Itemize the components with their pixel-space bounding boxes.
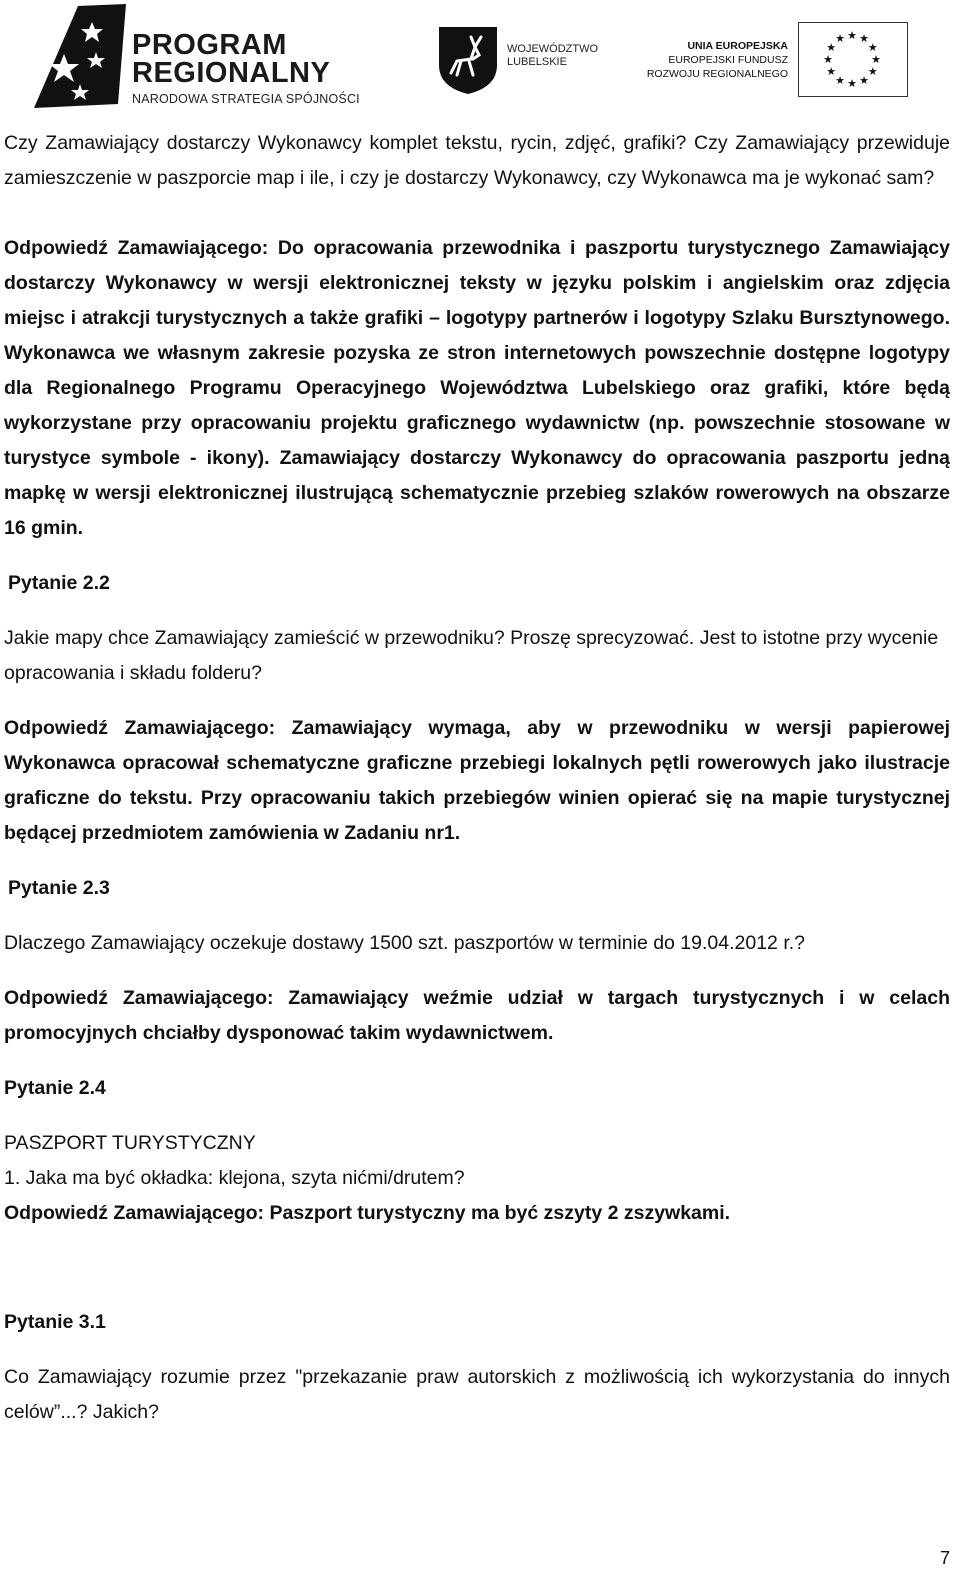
eu-star-icon: ★ xyxy=(835,74,845,87)
page-number: 7 xyxy=(939,1548,950,1568)
answer-paragraph: Odpowiedź Zamawiającego: Do opracowania przewodnika i paszportu turystycznego Zamawiający dostarczy Wykonawcy w wersji elektronicznej teksty w języku polskim i angielskim oraz zdjęcia miejsc i atrakcji turystycznych a także grafiki – logotypy partnerów i logotypy Szlaku Bursztynowego. Wykonawca we własnym zakresie pozyska ze stron internetowych powszechnie dostępne logotypy dla Regionalnego Programu Operacyjnego Województwa Lubelskiego oraz grafiki, które będą wykorzystane przy opracowaniu projektu graficznego wydawnictw (np. powszechnie stosowane w turystyce symbole - ikony). Zamawiający dostarczy Wykonawcy do opracowania paszportu jedną mapkę w wersji elektronicznej ilustrującą schematycznie przebieg szlaków rowerowych na obszarze 16 gmin. xyxy=(4,237,950,539)
answer-paragraph: Odpowiedź Zamawiającego: Zamawiający weźmie udział w targach turystycznych i w celach promocyjnych chciałby dysponować takim wydawnictwem. xyxy=(4,987,950,1044)
program-title-line1: PROGRAM xyxy=(132,29,287,61)
page-header xyxy=(0,0,960,115)
question-heading: Pytanie 2.3 xyxy=(8,877,110,899)
eu-star-icon: ★ xyxy=(859,74,869,87)
eu-star-icon: ★ xyxy=(871,54,881,66)
wojewodztwo-label: WOJEWÓDZTWO LUBELSKIE xyxy=(507,43,599,68)
program-subtitle: NARODOWA STRATEGIA SPÓJNOŚCI xyxy=(132,92,360,106)
eu-fund-label: EUROPEJSKI FUNDUSZ xyxy=(668,54,788,66)
deer-shield-icon xyxy=(437,25,499,95)
eu-star-icon: ★ xyxy=(823,54,833,66)
question-heading: Pytanie 2.4 xyxy=(4,1077,106,1099)
eu-flag-icon xyxy=(798,22,908,97)
question-paragraph: 1. Jaka ma być okładka: klejona, szyta nićmi/drutem? xyxy=(4,1167,465,1189)
program-regionalny-logo xyxy=(34,4,384,108)
eu-star-icon: ★ xyxy=(826,66,837,78)
eu-star-icon: ★ xyxy=(867,66,878,78)
eu-fund-text xyxy=(646,39,788,81)
eu-star-icon: ★ xyxy=(826,42,837,54)
eu-star-icon: ★ xyxy=(847,30,857,42)
eu-star-icon: ★ xyxy=(867,42,878,54)
eu-star-icon: ★ xyxy=(847,78,857,90)
section-heading: PASZPORT TURYSTYCZNY xyxy=(4,1132,256,1154)
eu-fund-label-2: ROZWOJU REGIONALNEGO xyxy=(646,68,788,80)
answer-paragraph: Odpowiedź Zamawiającego: Paszport turystyczny ma być zszyty 2 zszywkami. xyxy=(4,1202,731,1224)
eu-star-icon: ★ xyxy=(859,33,869,46)
eu-label: UNIA EUROPEJSKA xyxy=(687,40,788,52)
unia-europejska-logo xyxy=(646,22,916,100)
question-heading: Pytanie 2.2 xyxy=(8,572,110,594)
document-body xyxy=(4,126,950,1430)
question-heading: Pytanie 3.1 xyxy=(4,1311,106,1333)
stars-flag-icon xyxy=(34,4,134,108)
answer-paragraph: Odpowiedź Zamawiającego: Zamawiający wymaga, aby w przewodniku w wersji papierowej Wykonawca opracował schematyczne graficzne przebiegi lokalnych pętli rowerowych jako ilustracje graficzne do tekstu. Przy opracowaniu takich przebiegów winien opierać się na mapie turystycznej będącej przedmiotem zamówienia w Zadaniu nr1. xyxy=(4,717,950,844)
question-paragraph: Co Zamawiający rozumie przez "przekazanie praw autorskich z możliwością ich wykorzystania do innych celów”...? Jakich? xyxy=(4,1366,950,1423)
program-title-line2: REGIONALNY xyxy=(132,57,331,89)
question-paragraph: Dlaczego Zamawiający oczekuje dostawy 1500 szt. paszportów w terminie do 19.04.2012 r.? xyxy=(4,932,806,954)
question-paragraph: Czy Zamawiający dostarczy Wykonawcy komplet tekstu, rycin, zdjęć, grafiki? Czy Zamawiający przewiduje zamieszczenie w paszporcie map i ile, i czy je dostarczy Wykonawcy, czy Wykonawca ma je wykonać sam? xyxy=(4,132,950,189)
wojewodztwo-lubelskie-logo xyxy=(437,25,617,95)
question-paragraph: Jakie mapy chce Zamawiający zamieścić w przewodniku? Proszę sprecyzować. Jest to istotne przy wycenie opracowania i składu folderu? xyxy=(4,627,939,684)
eu-star-icon: ★ xyxy=(835,33,845,46)
